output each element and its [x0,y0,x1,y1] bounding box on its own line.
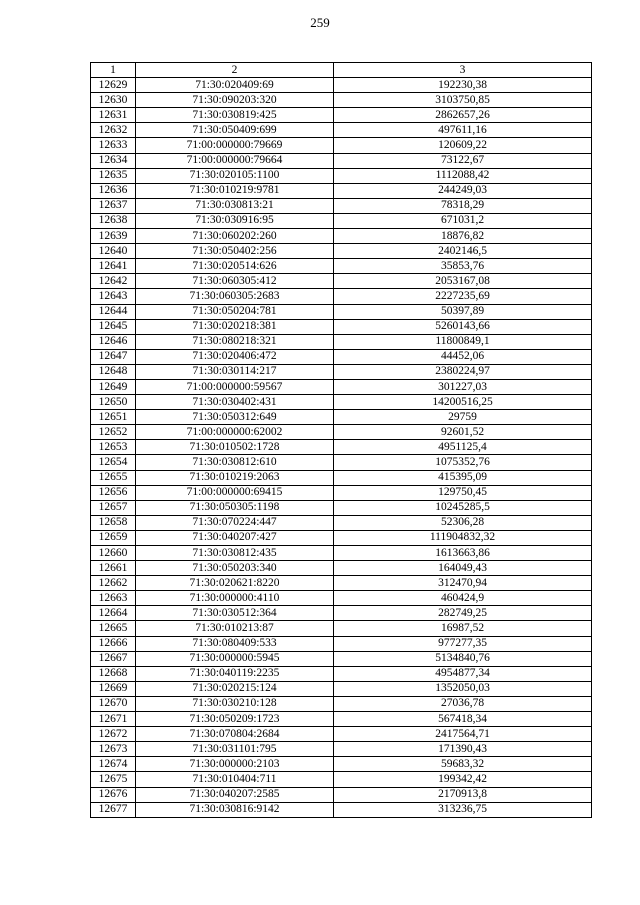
value-cell: 129750,45 [334,485,592,500]
row-number-cell: 12667 [91,651,136,666]
value-cell: 44452,06 [334,349,592,364]
row-number-cell: 12649 [91,379,136,394]
table-row [91,606,592,621]
row-number-cell: 12651 [91,410,136,425]
cadastral-number-cell: 71:30:050203:340 [136,561,334,576]
table-row [91,153,592,168]
column-header-cadastral-number: 2 [136,63,334,78]
row-number-cell: 12630 [91,93,136,108]
table-row [91,742,592,757]
value-cell: 2227235,69 [334,289,592,304]
row-number-cell: 12641 [91,259,136,274]
value-cell: 11800849,1 [334,334,592,349]
cadastral-number-cell: 71:30:050402:256 [136,244,334,259]
value-cell: 3103750,85 [334,93,592,108]
cadastral-number-cell: 71:30:050409:699 [136,123,334,138]
table-row [91,364,592,379]
cadastral-number-cell: 71:30:030916:95 [136,213,334,228]
row-number-cell: 12672 [91,727,136,742]
page-number: 259 [310,15,330,30]
value-cell: 2862657,26 [334,108,592,123]
value-cell: 192230,38 [334,78,592,93]
header-row [91,63,592,78]
cadastral-number-cell: 71:30:040119:2235 [136,666,334,681]
cadastral-number-cell: 71:00:000000:59567 [136,379,334,394]
cadastral-number-cell: 71:30:050312:649 [136,410,334,425]
row-number-cell: 12637 [91,198,136,213]
table-row [91,108,592,123]
row-number-cell: 12662 [91,576,136,591]
row-number-cell: 12673 [91,742,136,757]
cadastral-number-cell: 71:30:080409:533 [136,636,334,651]
table-row [91,470,592,485]
row-number-cell: 12648 [91,364,136,379]
cadastral-number-cell: 71:30:020621:8220 [136,576,334,591]
cadastral-number-cell: 71:30:020215:124 [136,681,334,696]
table-row [91,229,592,244]
cadastral-number-cell: 71:30:020406:472 [136,349,334,364]
table-row [91,334,592,349]
registry-table-wrapper [90,62,591,818]
row-number-cell: 12634 [91,153,136,168]
row-number-cell: 12638 [91,213,136,228]
column-header-number: 1 [91,63,136,78]
cadastral-number-cell: 71:30:030114:217 [136,364,334,379]
cadastral-number-cell: 71:30:030512:364 [136,606,334,621]
cadastral-number-cell: 71:00:000000:62002 [136,425,334,440]
row-number-cell: 12671 [91,712,136,727]
row-number-cell: 12653 [91,440,136,455]
row-number-cell: 12640 [91,244,136,259]
cadastral-number-cell: 71:30:050209:1723 [136,712,334,727]
cadastral-number-cell: 71:30:040207:427 [136,530,334,545]
table-row [91,410,592,425]
table-row [91,319,592,334]
table-row [91,349,592,364]
cadastral-number-cell: 71:30:000000:2103 [136,757,334,772]
table-row [91,787,592,802]
row-number-cell: 12658 [91,515,136,530]
table-row [91,515,592,530]
value-cell: 120609,22 [334,138,592,153]
table-row [91,591,592,606]
value-cell: 671031,2 [334,213,592,228]
table-row [91,802,592,817]
table-row [91,651,592,666]
cadastral-number-cell: 71:30:080218:321 [136,334,334,349]
value-cell: 1075352,76 [334,455,592,470]
table-body [91,78,592,818]
row-number-cell: 12632 [91,123,136,138]
cadastral-number-cell: 71:00:000000:79669 [136,138,334,153]
table-row [91,546,592,561]
value-cell: 29759 [334,410,592,425]
row-number-cell: 12657 [91,500,136,515]
value-cell: 2170913,8 [334,787,592,802]
value-cell: 301227,03 [334,379,592,394]
cadastral-number-cell: 71:30:020514:626 [136,259,334,274]
value-cell: 78318,29 [334,198,592,213]
cadastral-number-cell: 71:30:030819:425 [136,108,334,123]
cadastral-number-cell: 71:30:010219:2063 [136,470,334,485]
cadastral-number-cell: 71:30:030812:610 [136,455,334,470]
row-number-cell: 12666 [91,636,136,651]
row-number-cell: 12661 [91,561,136,576]
cadastral-number-cell: 71:00:000000:79664 [136,153,334,168]
table-row [91,712,592,727]
value-cell: 2380224,97 [334,364,592,379]
table-row [91,530,592,545]
cadastral-number-cell: 71:30:010502:1728 [136,440,334,455]
value-cell: 460424,9 [334,591,592,606]
table-row [91,244,592,259]
value-cell: 244249,03 [334,183,592,198]
table-row [91,696,592,711]
value-cell: 1613663,86 [334,546,592,561]
row-number-cell: 12663 [91,591,136,606]
value-cell: 5134840,76 [334,651,592,666]
value-cell: 1112088,42 [334,168,592,183]
table-row [91,681,592,696]
row-number-cell: 12659 [91,530,136,545]
cadastral-number-cell: 71:30:070804:2684 [136,727,334,742]
value-cell: 567418,34 [334,712,592,727]
value-cell: 35853,76 [334,259,592,274]
table-row [91,455,592,470]
table-row [91,274,592,289]
table-row [91,93,592,108]
table-row [91,78,592,93]
cadastral-number-cell: 71:30:070224:447 [136,515,334,530]
table-row [91,561,592,576]
row-number-cell: 12670 [91,696,136,711]
row-number-cell: 12643 [91,289,136,304]
cadastral-number-cell: 71:30:060305:412 [136,274,334,289]
table-row [91,576,592,591]
row-number-cell: 12669 [91,681,136,696]
table-row [91,183,592,198]
value-cell: 4951125,4 [334,440,592,455]
value-cell: 18876,82 [334,229,592,244]
row-number-cell: 12652 [91,425,136,440]
cadastral-number-cell: 71:30:010219:9781 [136,183,334,198]
table-row [91,666,592,681]
cadastral-number-cell: 71:30:010213:87 [136,621,334,636]
cadastral-number-cell: 71:30:090203:320 [136,93,334,108]
cadastral-number-cell: 71:30:030210:128 [136,696,334,711]
row-number-cell: 12631 [91,108,136,123]
table-row [91,425,592,440]
value-cell: 497611,16 [334,123,592,138]
cadastral-number-cell: 71:30:020218:381 [136,319,334,334]
cadastral-number-cell: 71:30:020105:1100 [136,168,334,183]
row-number-cell: 12642 [91,274,136,289]
cadastral-number-cell: 71:30:030813:21 [136,198,334,213]
value-cell: 312470,94 [334,576,592,591]
table-row [91,379,592,394]
registry-table [90,62,592,818]
value-cell: 2402146,5 [334,244,592,259]
row-number-cell: 12635 [91,168,136,183]
cadastral-number-cell: 71:30:050204:781 [136,304,334,319]
value-cell: 50397,89 [334,304,592,319]
cadastral-number-cell: 71:30:000000:4110 [136,591,334,606]
column-header-value: 3 [334,63,592,78]
value-cell: 415395,09 [334,470,592,485]
value-cell: 27036,78 [334,696,592,711]
value-cell: 2053167,08 [334,274,592,289]
cadastral-number-cell: 71:00:000000:69415 [136,485,334,500]
row-number-cell: 12646 [91,334,136,349]
value-cell: 199342,42 [334,772,592,787]
table-row [91,440,592,455]
table-row [91,621,592,636]
row-number-cell: 12677 [91,802,136,817]
value-cell: 59683,32 [334,757,592,772]
row-number-cell: 12647 [91,349,136,364]
value-cell: 164049,43 [334,561,592,576]
table-row [91,772,592,787]
table-row [91,138,592,153]
cadastral-number-cell: 71:30:030812:435 [136,546,334,561]
value-cell: 5260143,66 [334,319,592,334]
table-row [91,259,592,274]
value-cell: 52306,28 [334,515,592,530]
value-cell: 313236,75 [334,802,592,817]
table-header [91,63,592,78]
value-cell: 92601,52 [334,425,592,440]
cadastral-number-cell: 71:30:000000:5945 [136,651,334,666]
row-number-cell: 12639 [91,229,136,244]
table-row [91,168,592,183]
value-cell: 14200516,25 [334,395,592,410]
row-number-cell: 12675 [91,772,136,787]
row-number-cell: 12644 [91,304,136,319]
row-number-cell: 12654 [91,455,136,470]
row-number-cell: 12636 [91,183,136,198]
table-row [91,289,592,304]
value-cell: 4954877,34 [334,666,592,681]
cadastral-number-cell: 71:30:050305:1198 [136,500,334,515]
row-number-cell: 12650 [91,395,136,410]
table-row [91,757,592,772]
table-row [91,213,592,228]
cadastral-number-cell: 71:30:030816:9142 [136,802,334,817]
cadastral-number-cell: 71:30:010404:711 [136,772,334,787]
table-row [91,395,592,410]
table-row [91,304,592,319]
cadastral-number-cell: 71:30:060305:2683 [136,289,334,304]
table-row [91,198,592,213]
value-cell: 10245285,5 [334,500,592,515]
value-cell: 282749,25 [334,606,592,621]
table-row [91,500,592,515]
row-number-cell: 12664 [91,606,136,621]
value-cell: 73122,67 [334,153,592,168]
table-row [91,636,592,651]
cadastral-number-cell: 71:30:031101:795 [136,742,334,757]
row-number-cell: 12655 [91,470,136,485]
table-row [91,485,592,500]
row-number-cell: 12629 [91,78,136,93]
value-cell: 1352050,03 [334,681,592,696]
table-row [91,727,592,742]
row-number-cell: 12674 [91,757,136,772]
value-cell: 16987,52 [334,621,592,636]
value-cell: 111904832,32 [334,530,592,545]
row-number-cell: 12665 [91,621,136,636]
cadastral-number-cell: 71:30:040207:2585 [136,787,334,802]
value-cell: 2417564,71 [334,727,592,742]
value-cell: 977277,35 [334,636,592,651]
row-number-cell: 12676 [91,787,136,802]
row-number-cell: 12668 [91,666,136,681]
cadastral-number-cell: 71:30:020409:69 [136,78,334,93]
row-number-cell: 12660 [91,546,136,561]
row-number-cell: 12633 [91,138,136,153]
cadastral-number-cell: 71:30:060202:260 [136,229,334,244]
cadastral-number-cell: 71:30:030402:431 [136,395,334,410]
table-row [91,123,592,138]
value-cell: 171390,43 [334,742,592,757]
row-number-cell: 12645 [91,319,136,334]
row-number-cell: 12656 [91,485,136,500]
